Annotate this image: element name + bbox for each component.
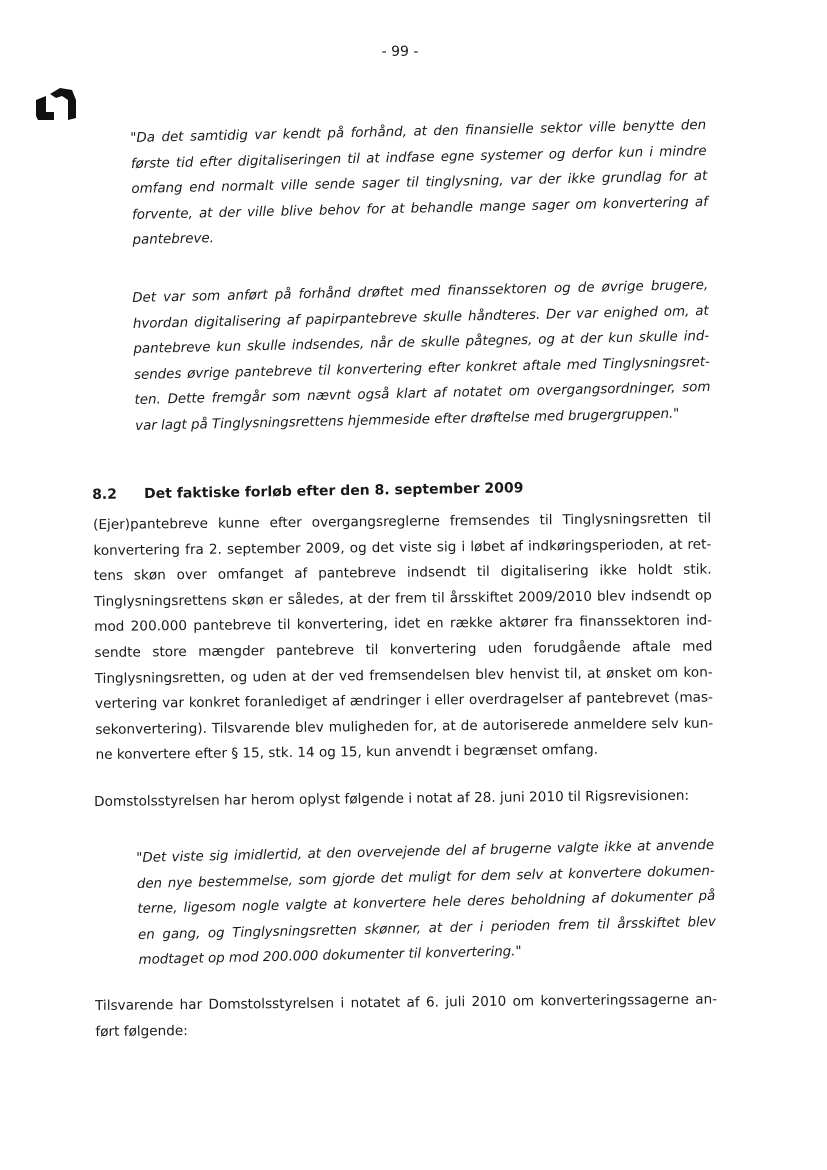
quote-line: en gang, og Tinglysningsretten skønner, at der i perioden frem til årsskiftet blev [137, 914, 717, 943]
paragraph-line: Tilsvarende har Domstolsstyrelsen i notatet af 6. juli 2010 om konverteringssagerne an- [95, 991, 718, 1014]
quote-line: sendes øvrige pantebreve til konvertering efter konkret aftale med Tinglysningsret- [133, 354, 711, 383]
paragraph-line: (Ejer)pantebreve kunne efter overgangsreglerne fremsendes til Tinglysningsretten til [93, 510, 712, 533]
section-number: 8.2 [92, 486, 118, 503]
quote-2 [132, 273, 711, 439]
page-number: - 99 - [381, 44, 419, 60]
paragraph-line: Domstolsstyrelsen har herom oplyst følgende i notat af 28. juni 2010 til Rigsrevisionen: [94, 787, 690, 810]
paragraph-line: mod 200.000 pantebreve til konvertering, idet en række aktører fra finanssektoren ind- [94, 612, 713, 636]
section-heading [92, 477, 732, 503]
quote-line: forvente, at der ville blive behov for at behandle mange sager om konvertering af [131, 194, 709, 223]
paragraph-line: Tinglysningsrettens skøn er således, at der frem til årsskiftet 2009/2010 blev indsendt op [93, 587, 712, 610]
section-title: Det faktiske forløb efter den 8. september 2009 [143, 480, 524, 503]
paragraph-line: vertering var konkret foranlediget af ændringer i eller overdragelser af pantebrevet (mas- [94, 689, 714, 713]
paragraph-line: tens skøn over omfanget af pantebreve indsendt til digitalisering ikke holdt stik. [93, 561, 712, 585]
quote-line: første tid efter digitaliseringen til at indfase egne systemer og derfor kun i mindre [130, 143, 707, 172]
paragraph-line: Tinglysningsretten, og uden at der ved fremsendelsen blev henvist til, at ønsket om kon- [94, 664, 713, 687]
rigsrevisionen-logo-icon [34, 86, 78, 122]
quote-line: omfang end normalt ville sende sager til tinglysning, var der ikke grundlag for at [131, 168, 708, 197]
quote-line: hvordan digitalisering af papirpantebreve skulle håndteres. Der var enighed om, at [132, 303, 709, 332]
quote-line: ten. Dette fremgår som nævnt også klart af notatet om overgangsordninger, som [134, 379, 711, 408]
paragraph-line: sendte store mængder pantebreve til konvertering uden forudgående aftale med [94, 638, 713, 661]
paragraph-1 [93, 507, 714, 769]
quote-line: terne, ligesom nogle valgte at konvertere hele deres beholdning af dokumenter på [137, 888, 716, 917]
quote-1 [130, 113, 709, 254]
quote-3 [136, 833, 717, 974]
paragraph-2 [94, 784, 712, 816]
quote-line: pantebreve kun skulle indsendes, når de skulle påtegnes, og at der kun skulle ind- [133, 328, 710, 357]
paragraph-line: ne konvertere efter § 15, stk. 14 og 15, kun anvendt i begrænset omfang. [95, 742, 599, 764]
paragraph-line: ført følgende: [95, 1022, 188, 1040]
quote-line: modtaget op mod 200.000 dokumenter til konvertering." [138, 944, 522, 968]
quote-line: pantebreve. [132, 231, 215, 248]
quote-line: "Det viste sig imidlertid, at den overvejende del af brugerne valgte ikke at anvende [136, 837, 715, 866]
quote-line: den nye bestemmelse, som gjorde det muligt for dem selv at konvertere dokumen- [136, 863, 715, 892]
quote-line: Det var som anført på forhånd drøftet med finanssektoren og de øvrige brugere, [132, 277, 709, 306]
quote-line: "Da det samtidig var kendt på forhånd, at den finansielle sektor ville benytte den [130, 117, 707, 146]
quote-line: var lagt på Tinglysningsrettens hjemmeside efter drøftelse med brugergruppen." [135, 406, 680, 434]
paragraph-line: konvertering fra 2. september 2009, og det viste sig i løbet af indkøringsperioden, at ret- [93, 536, 712, 559]
paragraph-3 [95, 987, 718, 1045]
paragraph-line: sekonvertering). Tilsvarende blev muligheden for, at de autoriserede anmeldere selv kun- [95, 715, 714, 738]
